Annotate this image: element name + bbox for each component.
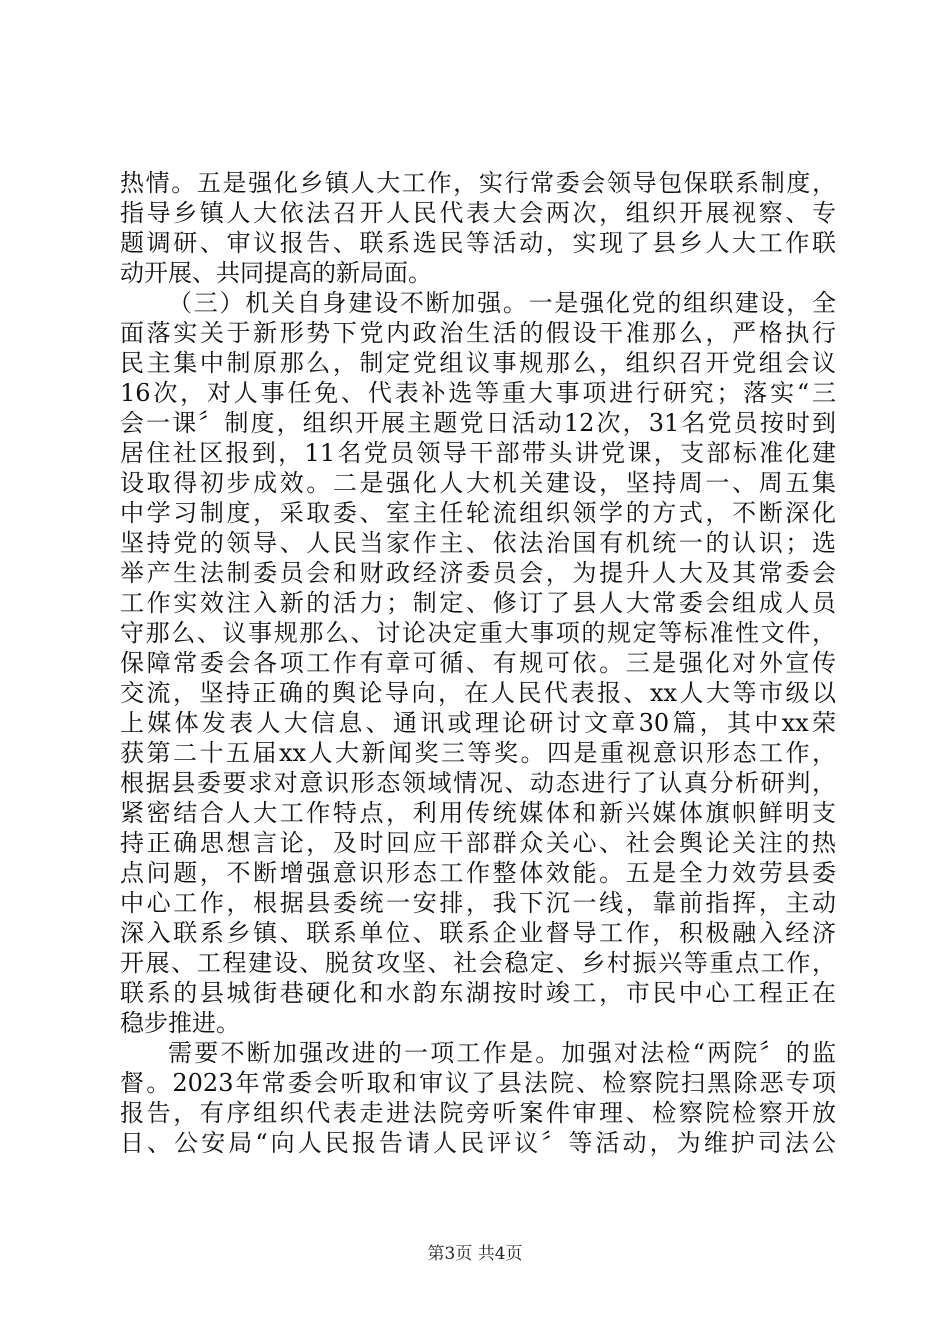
text-line: 坚持党的领导、人民当家作主、依法治国有机统一的认识；选	[120, 529, 836, 557]
text-line: 指导乡镇人大依法召开人民代表大会两次，组织开展视察、专	[120, 199, 836, 227]
text-line: 举产生法制委员会和财政经济委员会，为提升人大及其常委会	[120, 559, 836, 587]
text-line: 工作实效注入新的活力；制定、修订了县人大常委会组成人员	[120, 589, 836, 617]
text-line: 需要不断加强改进的一项工作是。加强对法检“两院〞的监	[168, 1039, 836, 1067]
text-line: 上媒体发表人大信息、通讯或理论研讨文章30篇，其中xx荣	[120, 709, 836, 737]
text-line: （三）机关自身建设不断加强。一是强化党的组织建设，全	[168, 289, 836, 317]
text-line: 会一课〞制度，组织开展主题党日活动12次，31名党员按时到	[120, 409, 836, 437]
text-line: 交流，坚持正确的舆论导向，在人民代表报、xx人大等市级以	[120, 679, 836, 707]
text-line: 居住社区报到，11名党员领导干部带头讲党课，支部标准化建	[120, 439, 836, 467]
text-line: 题调研、审议报告、联系选民等活动，实现了县乡人大工作联	[120, 229, 836, 257]
page-footer: 第3页 共4页	[427, 1244, 523, 1264]
text-line: 民主集中制原那么，制定党组议事规那么，组织召开党组会议	[120, 349, 836, 377]
text-line: 动开展、共同提高的新局面。	[120, 259, 432, 287]
text-line: 督。2023年常委会听取和审议了县法院、检察院扫黑除恶专项	[120, 1069, 836, 1097]
body-text	[120, 168, 836, 1158]
text-line: 中学习制度，采取委、室主任轮流组织领学的方式，不断深化	[120, 499, 836, 527]
text-line: 日、公安局“向人民报告请人民评议〞等活动，为维护司法公	[120, 1129, 836, 1157]
text-line: 紧密结合人大工作特点，利用传统媒体和新兴媒体旗帜鲜明支	[120, 799, 836, 827]
text-line: 报告，有序组织代表走进法院旁听案件审理、检察院检察开放	[120, 1099, 836, 1127]
text-line: 稳步推进。	[120, 1009, 240, 1037]
text-line: 面落实关于新形势下党内政治生活的假设干准那么，严格执行	[120, 319, 836, 347]
text-line: 深入联系乡镇、联系单位、联系企业督导工作，积极融入经济	[120, 919, 836, 947]
text-line: 中心工作，根据县委统一安排，我下沉一线，靠前指挥，主动	[120, 889, 836, 917]
text-line: 点问题，不断增强意识形态工作整体效能。五是全力效劳县委	[120, 859, 836, 887]
text-line: 设取得初步成效。二是强化人大机关建设，坚持周一、周五集	[120, 469, 836, 497]
text-line: 守那么、议事规那么、讨论决定重大事项的规定等标准性文件，	[120, 619, 836, 647]
text-line: 获第二十五届xx人大新闻奖三等奖。四是重视意识形态工作，	[120, 739, 836, 767]
text-line: 持正确思想言论，及时回应干部群众关心、社会舆论关注的热	[120, 829, 836, 857]
text-line: 保障常委会各项工作有章可循、有规可依。三是强化对外宣传	[120, 649, 836, 677]
text-line: 16次，对人事任免、代表补选等重大事项进行研究；落实“三	[120, 379, 836, 407]
text-line: 根据县委要求对意识形态领域情况、动态进行了认真分析研判，	[120, 769, 836, 797]
text-line: 开展、工程建设、脱贫攻坚、社会稳定、乡村振兴等重点工作，	[120, 949, 836, 977]
text-line: 热情。五是强化乡镇人大工作，实行常委会领导包保联系制度，	[120, 169, 836, 197]
text-line: 联系的县城街巷硬化和水韵东湖按时竣工，市民中心工程正在	[120, 979, 836, 1007]
